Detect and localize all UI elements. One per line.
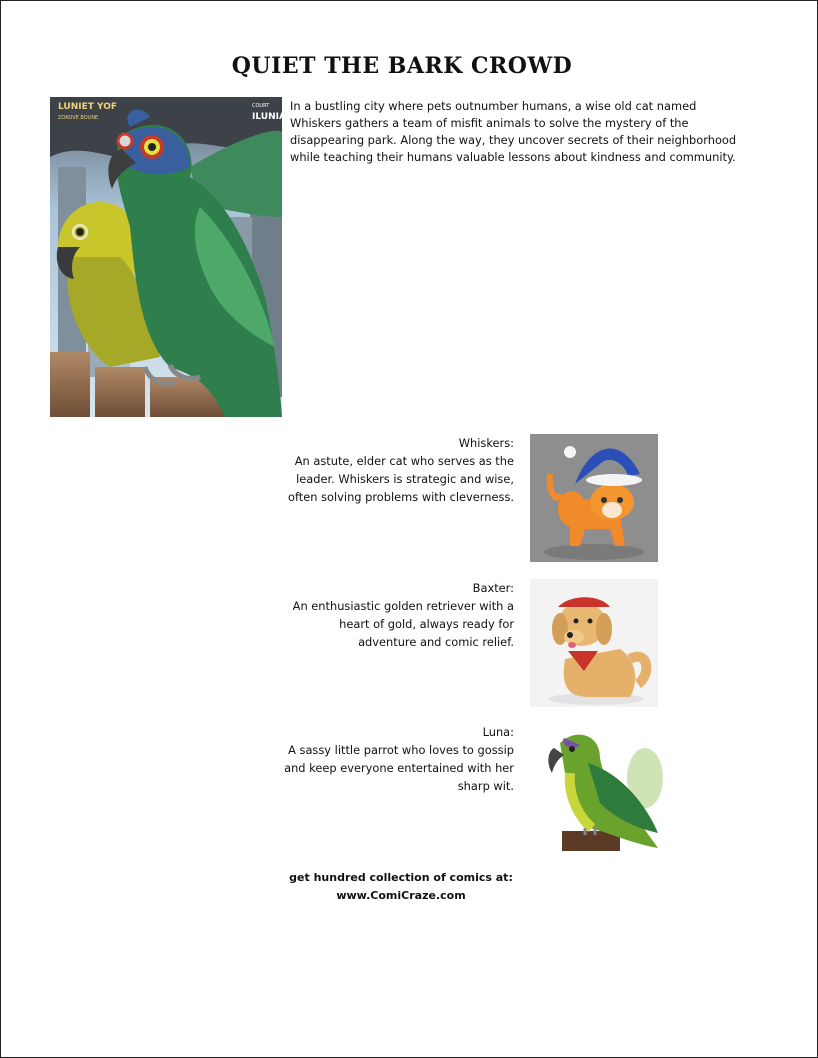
page-title: QUIET THE BARK CROWD [231, 53, 573, 79]
cover-logo-left: LUNIET YOF [58, 102, 118, 112]
character-baxter-image [530, 579, 658, 707]
green-parrot-icon [530, 723, 658, 851]
footer-promo [251, 869, 551, 905]
cover-logo-right: ILUNIA [252, 112, 286, 122]
cover-logo-right-top: COURT [252, 103, 270, 109]
character-baxter-text [284, 579, 514, 651]
character-name: Whiskers: [458, 436, 514, 450]
character-whiskers-text [284, 434, 514, 506]
character-description: An astute, elder cat who serves as the leader. Whiskers is strategic and wise, often solving problems with cleverness. [288, 454, 514, 504]
footer-website-link[interactable]: www.ComiCraze.com [336, 889, 466, 902]
golden-retriever-icon [530, 579, 658, 707]
cover-logo-left-sub: ZOKOVE BOUNE [58, 115, 99, 121]
character-luna-image [530, 723, 658, 851]
parrots-cover-illustration [50, 97, 286, 417]
character-description: A sassy little parrot who loves to gossip and keep everyone entertained with her sharp wit. [284, 743, 514, 793]
cat-wizard-hat-icon [530, 434, 658, 562]
character-description: An enthusiastic golden retriever with a heart of gold, always ready for adventure and comic relief. [292, 599, 514, 649]
character-whiskers-image [530, 434, 658, 562]
character-name: Baxter: [472, 581, 514, 595]
character-name: Luna: [482, 725, 514, 739]
story-summary: In a bustling city where pets outnumber humans, a wise old cat named Whiskers gathers a team of misfit animals to solve the mystery of the disappearing park. Along the way, they uncover secrets of their neighborhood while teaching their humans valuable lessons about kindness and community. [290, 99, 737, 164]
footer-line-1: get hundred collection of comics at: [289, 871, 513, 884]
character-luna-text [284, 723, 514, 795]
cover-image [50, 97, 286, 417]
